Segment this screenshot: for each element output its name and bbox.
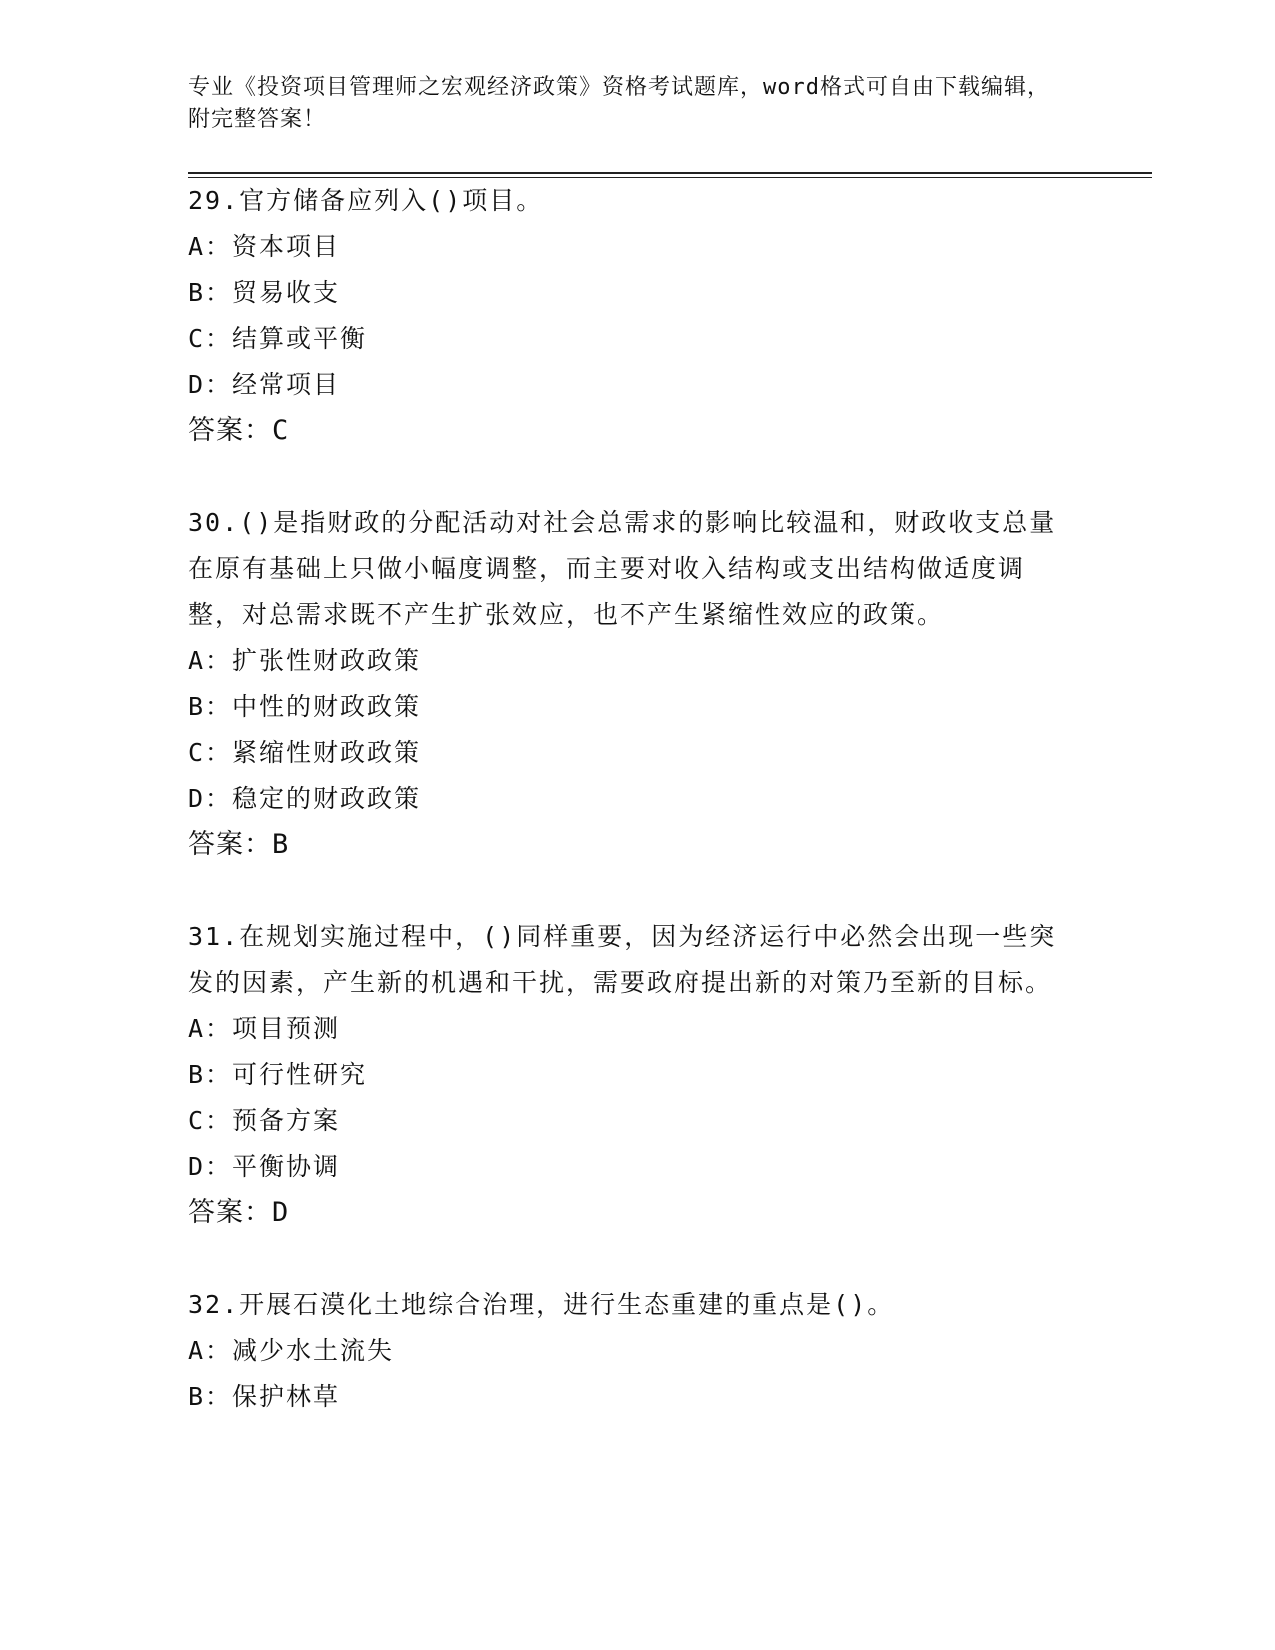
divider-thick	[188, 172, 1152, 174]
question-30	[188, 500, 1152, 868]
answer-line	[188, 1190, 1152, 1236]
answer-label: 答案：	[188, 415, 272, 446]
option-b: B：中性的财政政策	[188, 692, 422, 721]
option-d: D：稳定的财政政策	[188, 784, 422, 813]
option-a: A：减少水土流失	[188, 1336, 395, 1365]
option-a: A：扩张性财政政策	[188, 646, 422, 675]
option-a: A：资本项目	[188, 232, 341, 261]
question-text: 31.在规划实施过程中，()同样重要，因为经济运行中必然会出现一些突发的因素，产生新的机遇和干扰，需要政府提出新的对策乃至新的目标。	[188, 922, 1057, 997]
option-b: B：可行性研究	[188, 1060, 368, 1089]
question-29	[188, 178, 1152, 454]
answer-value: D	[272, 1197, 290, 1228]
answer-value: B	[272, 829, 290, 860]
option-d: D：经常项目	[188, 370, 341, 399]
question-32	[188, 1282, 1152, 1420]
option-c: C：预备方案	[188, 1106, 341, 1135]
option-b: B：保护林草	[188, 1382, 341, 1411]
answer-value: C	[272, 415, 290, 446]
answer-label: 答案：	[188, 829, 272, 860]
question-text: 29.官方储备应列入()项目。	[188, 186, 544, 215]
option-c: C：结算或平衡	[188, 324, 368, 353]
answer-line	[188, 408, 1152, 454]
option-b: B：贸易收支	[188, 278, 341, 307]
option-d: D：平衡协调	[188, 1152, 341, 1181]
question-text: 32.开展石漠化土地综合治理，进行生态重建的重点是()。	[188, 1290, 895, 1319]
question-31	[188, 914, 1152, 1236]
answer-label: 答案：	[188, 1197, 272, 1228]
option-c: C：紧缩性财政政策	[188, 738, 422, 767]
answer-line	[188, 822, 1152, 868]
option-a: A：项目预测	[188, 1014, 341, 1043]
document-page	[188, 72, 1152, 1466]
question-text: 30.()是指财政的分配活动对社会总需求的影响比较温和，财政收支总量在原有基础上只做小幅度调整，而主要对收入结构或支出结构做适度调整，对总需求既不产生扩张效应，也不产生紧缩性效应的政策。	[188, 508, 1057, 629]
document-header: 专业《投资项目管理师之宏观经济政策》资格考试题库，word格式可自由下载编辑，附完整答案！	[188, 75, 1050, 132]
